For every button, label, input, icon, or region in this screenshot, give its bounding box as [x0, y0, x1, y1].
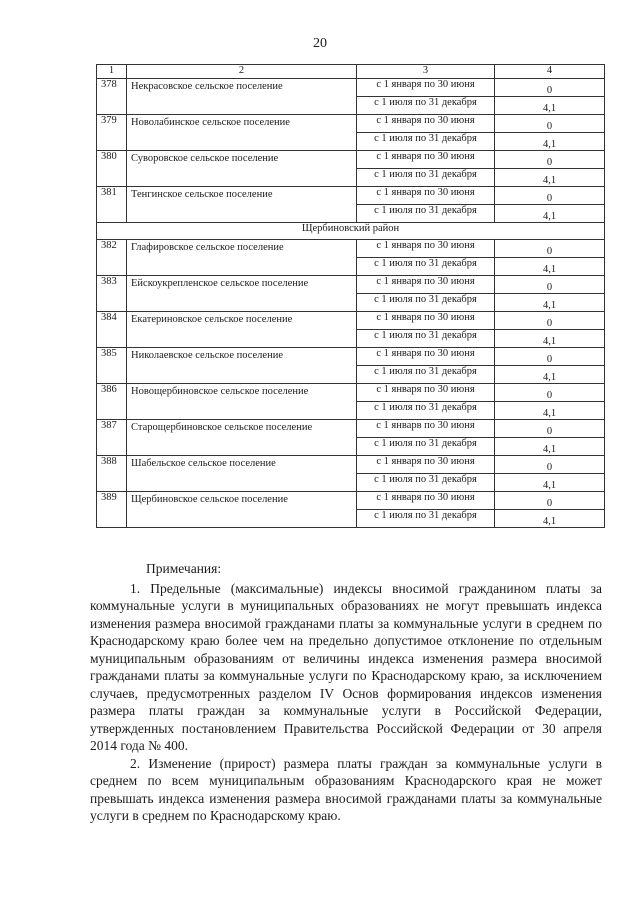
index-value-cell: 0: [495, 456, 605, 474]
period-cell: с 1 января по 30 июня: [357, 115, 495, 133]
index-value-cell: 4,1: [495, 294, 605, 312]
period-cell: с 1 июля по 31 декабря: [357, 258, 495, 276]
row-number: 382: [97, 240, 127, 276]
table-row: [97, 276, 605, 294]
index-value-cell: 4,1: [495, 402, 605, 420]
district-name: Щербиновский район: [97, 223, 605, 240]
period-cell: с 1 января по 30 июня: [357, 312, 495, 330]
settlement-name: Новолабинское сельское поселение: [127, 115, 357, 151]
header-col-4: 4: [495, 65, 605, 79]
index-value-cell: 4,1: [495, 474, 605, 492]
row-number: 386: [97, 384, 127, 420]
settlement-name: Щербиновское сельское поселение: [127, 492, 357, 528]
index-value-cell: 4,1: [495, 366, 605, 384]
settlement-name: Ейскоукрепленское сельское поселение: [127, 276, 357, 312]
table-row: [97, 384, 605, 402]
period-cell: с 1 января по 30 июня: [357, 384, 495, 402]
row-number: 381: [97, 187, 127, 223]
period-cell: с 1 июля по 31 декабря: [357, 366, 495, 384]
period-cell: с 1 июля по 31 декабря: [357, 438, 495, 456]
index-value-cell: 0: [495, 151, 605, 169]
period-cell: с 1 января по 30 июня: [357, 276, 495, 294]
index-value-cell: 4,1: [495, 438, 605, 456]
settlement-name: Екатериновское сельское поселение: [127, 312, 357, 348]
settlement-name: Николаевское сельское поселение: [127, 348, 357, 384]
period-cell: с 1 июля по 31 декабря: [357, 205, 495, 223]
row-number: 380: [97, 151, 127, 187]
index-value-cell: 4,1: [495, 205, 605, 223]
period-cell: с 1 января по 30 июня: [357, 151, 495, 169]
row-number: 389: [97, 492, 127, 528]
settlement-name: Суворовское сельское поселение: [127, 151, 357, 187]
period-cell: с 1 января по 30 июня: [357, 79, 495, 97]
index-value-cell: 4,1: [495, 169, 605, 187]
row-number: 378: [97, 79, 127, 115]
notes-heading: Примечания:: [146, 561, 222, 576]
index-value-cell: 4,1: [495, 97, 605, 115]
row-number: 379: [97, 115, 127, 151]
index-value-cell: 0: [495, 115, 605, 133]
header-col-1: 1: [97, 65, 127, 79]
table-row: [97, 115, 605, 133]
table-row: [97, 420, 605, 438]
period-cell: с 1 июля по 31 декабря: [357, 294, 495, 312]
table-row: [97, 151, 605, 169]
header-col-3: 3: [357, 65, 495, 79]
index-value-cell: 0: [495, 348, 605, 366]
index-value-cell: 4,1: [495, 330, 605, 348]
table-row: [97, 348, 605, 366]
table-row: [97, 456, 605, 474]
period-cell: с 1 июля по 31 декабря: [357, 510, 495, 528]
district-row: [97, 223, 605, 240]
table-row: [97, 79, 605, 97]
index-value-cell: 4,1: [495, 510, 605, 528]
period-cell: с 1 июля по 31 декабря: [357, 133, 495, 151]
period-cell: с 1 января по 30 июня: [357, 456, 495, 474]
table-header-row: [97, 65, 605, 79]
period-cell: с 1 июля по 31 декабря: [357, 402, 495, 420]
period-cell: с 1 июля по 31 декабря: [357, 169, 495, 187]
index-value-cell: 0: [495, 420, 605, 438]
table-row: [97, 492, 605, 510]
period-cell: с 1 января по 30 июня: [357, 187, 495, 205]
note-paragraph-2: 2. Изменение (прирост) размера платы граждан за коммунальные услуги в среднем по всем муниципальным образованиям Краснодарского края не может превышать индекса изменения размера вносимой гражданами платы за коммунальные услуги в среднем по Краснодарскому краю.: [90, 755, 602, 823]
table-row: [97, 240, 605, 258]
period-cell: с 1 января по 30 июня: [357, 348, 495, 366]
index-value-cell: 0: [495, 79, 605, 97]
index-value-cell: 0: [495, 240, 605, 258]
period-cell: с 1 июля по 31 декабря: [357, 330, 495, 348]
settlement-name: Тенгинское сельское поселение: [127, 187, 357, 223]
note-paragraph-1: 1. Предельные (максимальные) индексы вносимой гражданином платы за коммунальные услуги в муниципальных образованиях не могут превышать индекса изменения размера вносимой гражданами платы за коммунальные услуги в среднем по Краснодарскому краю более чем на предельно допустимое отклонение по отдельным муниципальным образованиям от величины индекса изменения размера вносимой гражданами платы за коммунальные услуги по Краснодарскому краю, за исключением случаев, предусмотренных разделом IV Основ формирования индексов изменения размера платы граждан за коммунальные услуги в Российской Федерации, утвержденных постановлением Правительства Российской Федерации от 30 апреля 2014 года № 400.: [90, 580, 602, 753]
settlement-name: Шабельское сельское поселение: [127, 456, 357, 492]
index-value-cell: 0: [495, 276, 605, 294]
tariff-index-table: [96, 64, 605, 528]
period-cell: с 1 января по 30 июня: [357, 240, 495, 258]
row-number: 384: [97, 312, 127, 348]
index-value-cell: 4,1: [495, 133, 605, 151]
index-value-cell: 4,1: [495, 258, 605, 276]
index-value-cell: 0: [495, 312, 605, 330]
period-cell: с 1 январв по 30 июня: [357, 420, 495, 438]
row-number: 383: [97, 276, 127, 312]
row-number: 387: [97, 420, 127, 456]
settlement-name: Глафировское сельское поселение: [127, 240, 357, 276]
row-number: 385: [97, 348, 127, 384]
table-row: [97, 187, 605, 205]
settlement-name: Некрасовское сельское поселение: [127, 79, 357, 115]
period-cell: с 1 июля по 31 декабря: [357, 97, 495, 115]
settlement-name: Новощербиновское сельское поселение: [127, 384, 357, 420]
header-col-2: 2: [127, 65, 357, 79]
table-row: [97, 312, 605, 330]
table-body: [97, 65, 605, 528]
period-cell: с 1 июля по 31 декабря: [357, 474, 495, 492]
index-value-cell: 0: [495, 187, 605, 205]
row-number: 388: [97, 456, 127, 492]
notes-section: [90, 560, 602, 825]
page-number: 20: [313, 36, 327, 51]
period-cell: с 1 января по 30 июня: [357, 492, 495, 510]
index-value-cell: 0: [495, 384, 605, 402]
index-value-cell: 0: [495, 492, 605, 510]
settlement-name: Старощербиновское сельское поселение: [127, 420, 357, 456]
